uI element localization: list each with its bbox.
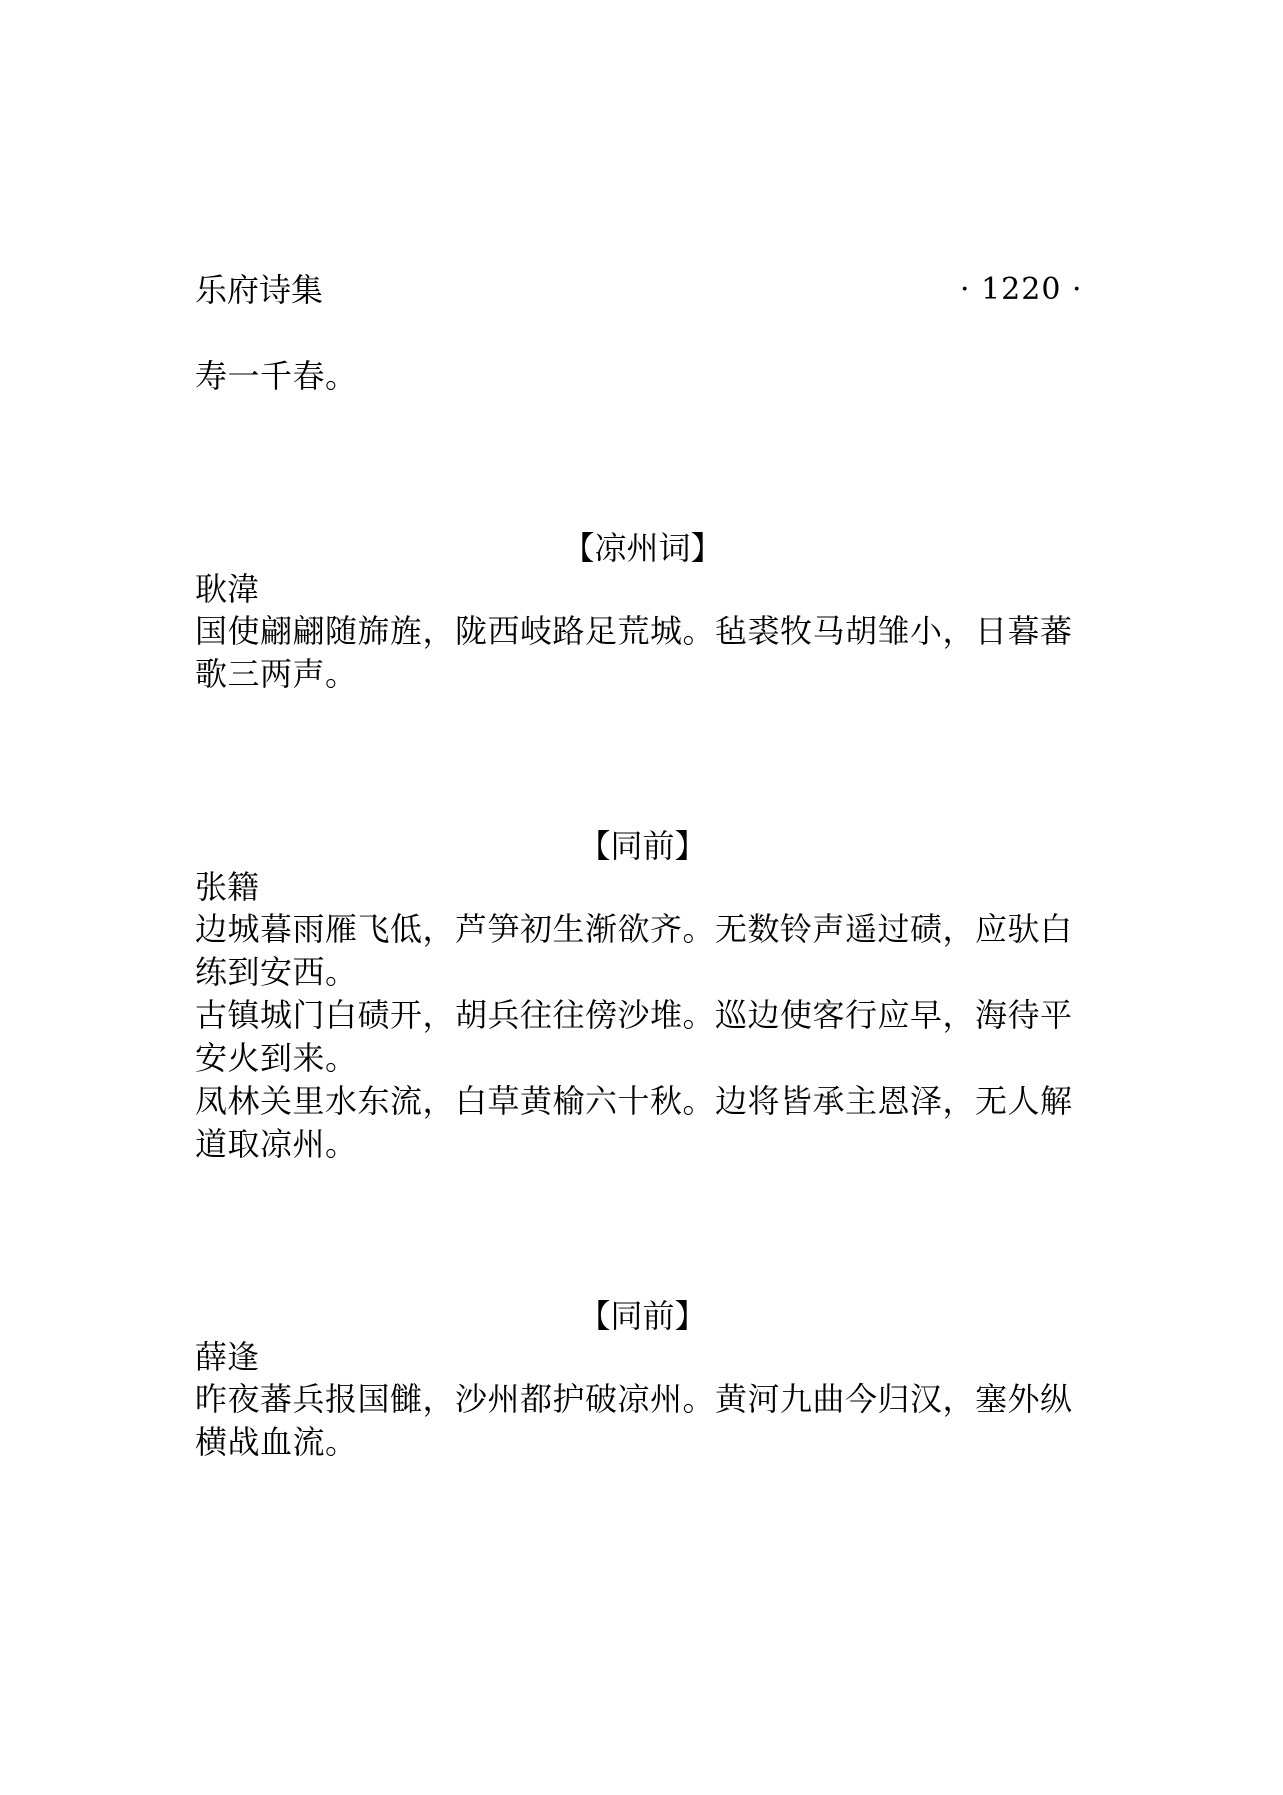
verse: 国使翩翩随旆旌，陇西岐路足荒城。毡裘牧马胡雏小，日暮蕃歌三两声。 — [195, 612, 1073, 693]
author-name: 薛逢 — [195, 1338, 260, 1376]
verse: 边城暮雨雁飞低，芦笋初生渐欲齐。无数铃声遥过碛，应驮白练到安西。 — [195, 910, 1073, 991]
book-title: 乐府诗集 — [195, 271, 324, 309]
author-name: 张籍 — [195, 868, 260, 906]
section-title: 【同前】 — [578, 827, 707, 865]
poem-text — [195, 908, 1090, 1166]
section-title: 【凉州词】 — [562, 529, 723, 567]
poem-text — [195, 1378, 1090, 1464]
verse: 凤林关里水东流，白草黄榆六十秋。边将皆承主恩泽，无人解道取凉州。 — [195, 1082, 1073, 1163]
section-title: 【同前】 — [578, 1297, 707, 1335]
page-number: · 1220 · — [960, 272, 1083, 307]
verse: 昨夜蕃兵报国雠，沙州都护破凉州。黄河九曲今归汉，塞外纵横战血流。 — [195, 1380, 1073, 1461]
author-name: 耿湋 — [195, 570, 260, 608]
verse: 古镇城门白碛开，胡兵往往傍沙堆。巡边使客行应早，海待平安火到来。 — [195, 996, 1073, 1077]
continuation-text: 寿一千春。 — [195, 357, 358, 395]
poem-text — [195, 610, 1090, 696]
